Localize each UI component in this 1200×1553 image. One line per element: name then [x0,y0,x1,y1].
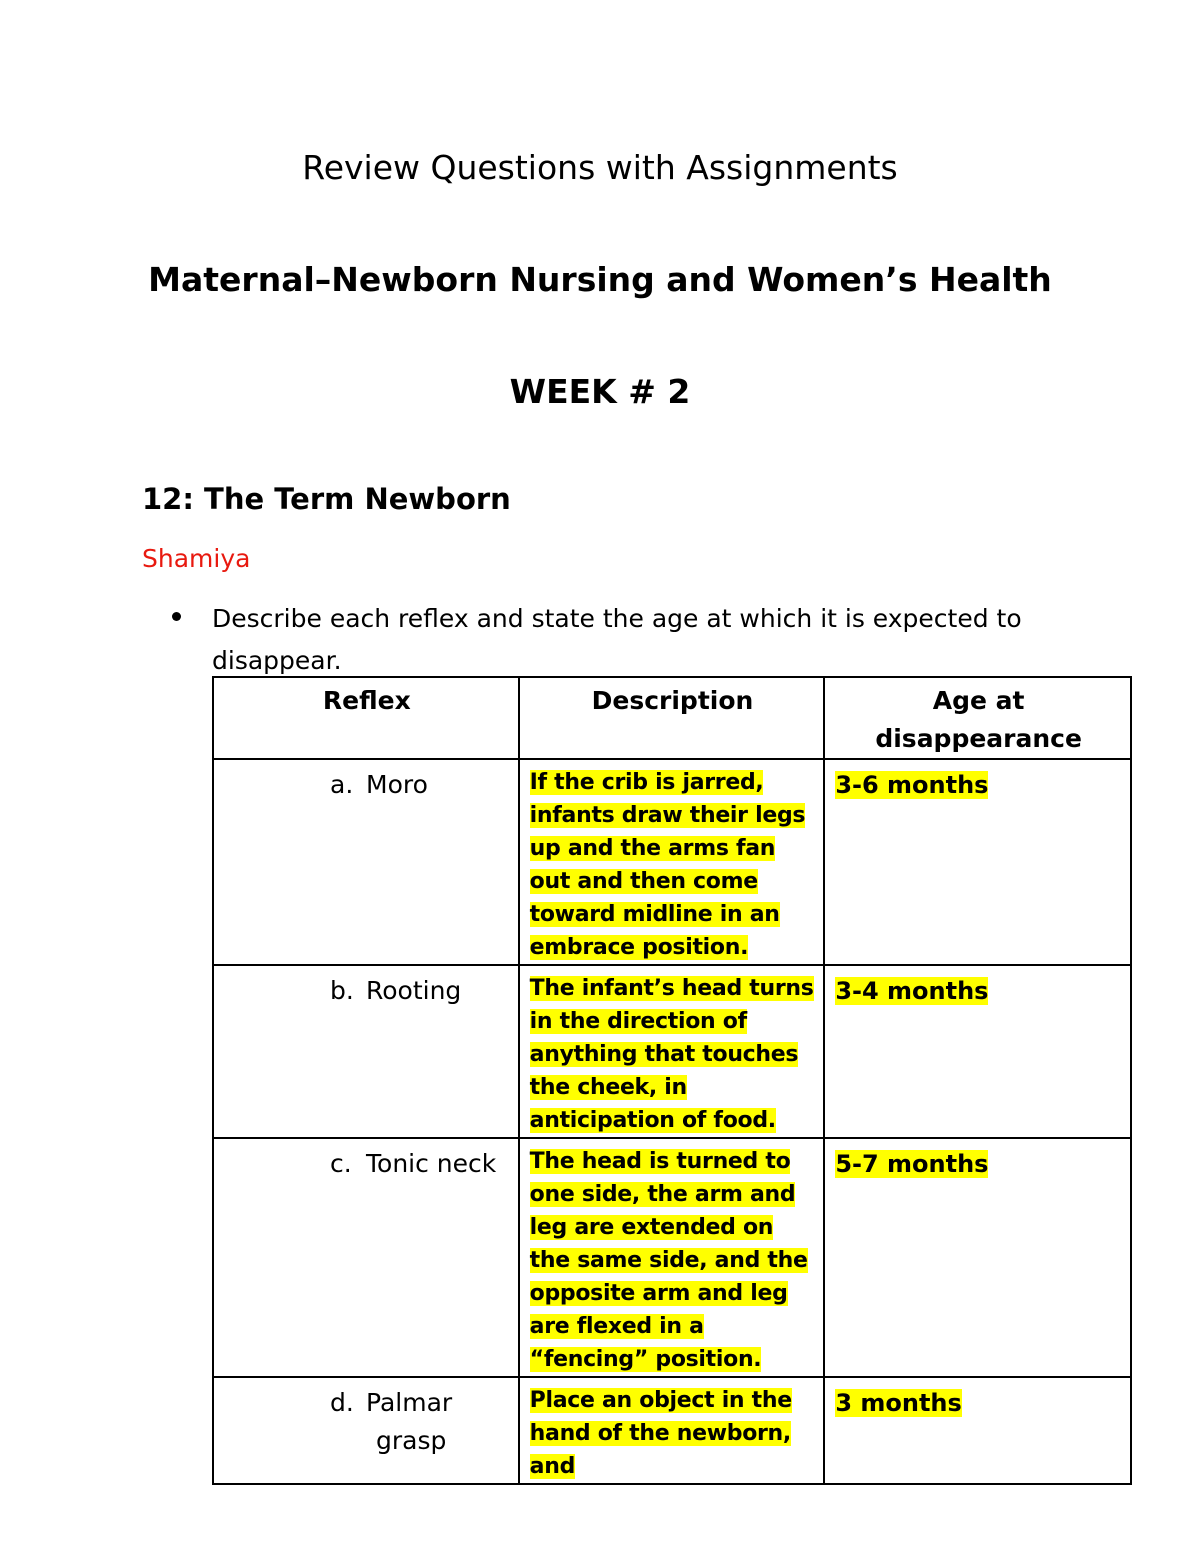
reflex-name: Rooting [366,976,462,1005]
reflex-description: If the crib is jarred, infants draw their legs up and the arms fan out and then come toward midline in an embrace position. [529,770,806,960]
reflex-age: 3-4 months [835,977,989,1005]
reflex-age: 5-7 months [835,1150,989,1178]
age-cell [824,759,1131,965]
age-cell [824,965,1131,1138]
description-cell [519,1377,825,1484]
reflex-description: The head is turned to one side, the arm and leg are extended on the same side, and the opposite arm and leg are flexed in a “fencing” position. [529,1149,808,1372]
reflex-cell [213,759,519,965]
reflex-age: 3-6 months [835,771,989,799]
reflex-cell [213,1377,519,1484]
course-title: Maternal–Newborn Nursing and Women’s Health [148,260,1052,299]
reflex-letter: b. [330,976,354,1005]
header-age: Age at disappearance [824,677,1131,759]
reflex-cell [213,1138,519,1377]
reflex-name: Palmar [366,1388,453,1417]
document-title: Review Questions with Assignments [302,148,898,187]
question-prompt: Describe each reflex and state the age at which it is expected to disappear. [212,604,1022,675]
reflex-cell [213,965,519,1138]
reflex-age: 3 months [835,1389,962,1417]
table-row [213,1377,1131,1484]
reflex-table [212,676,1132,1485]
header-description: Description [519,677,825,759]
reflex-name: Moro [366,770,428,799]
reflex-description: Place an object in the hand of the newborn, and [529,1388,792,1479]
bullet-icon [172,612,181,621]
author-name: Shamiya [142,544,251,573]
table-row [213,759,1131,965]
description-cell [519,759,825,965]
reflex-letter: d. [330,1388,354,1417]
header-reflex: Reflex [213,677,519,759]
table-header-row [213,677,1131,759]
chapter-heading: 12: The Term Newborn [142,482,511,516]
age-cell [824,1138,1131,1377]
table-row [213,965,1131,1138]
reflex-letter: a. [330,770,354,799]
age-cell [824,1377,1131,1484]
description-cell [519,965,825,1138]
reflex-letter: c. [330,1149,352,1178]
table-row [213,1138,1131,1377]
reflex-description: The infant’s head turns in the direction of anything that touches the cheek, in anticipation of food. [529,976,814,1133]
week-heading: WEEK # 2 [509,372,691,411]
description-cell [519,1138,825,1377]
reflex-name: Tonic neck [366,1149,497,1178]
reflex-name-continued: grasp [376,1426,447,1455]
